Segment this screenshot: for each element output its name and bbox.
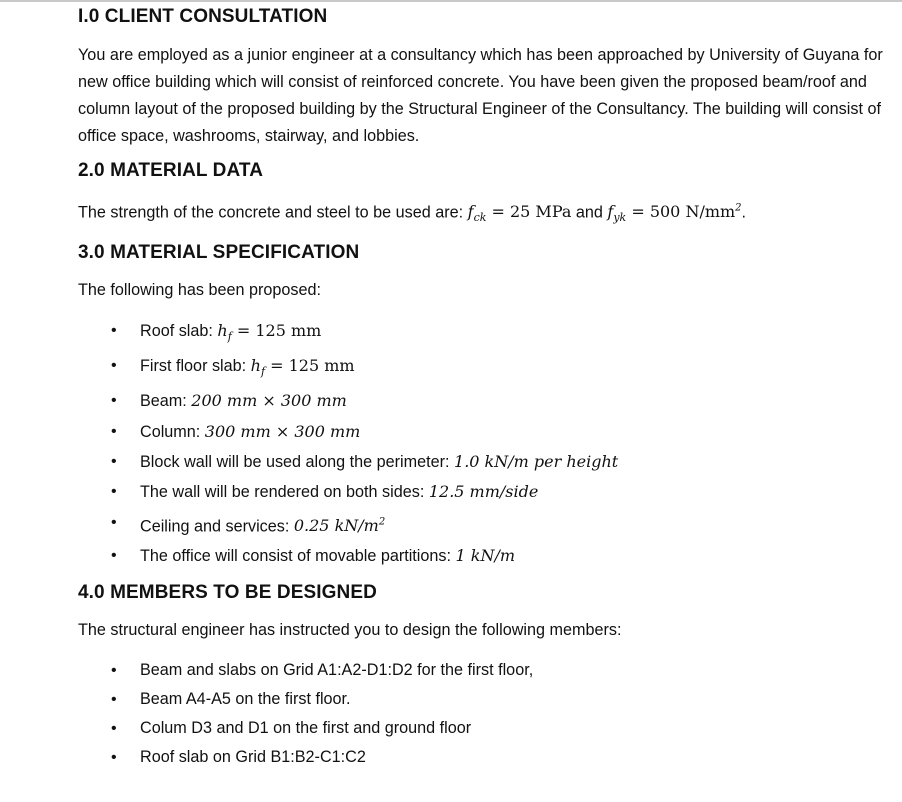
- section-heading-client-consultation: I.0 CLIENT CONSULTATION: [78, 6, 328, 27]
- spec-label: The wall will be rendered on both sides:: [140, 483, 429, 502]
- list-item: [78, 417, 886, 447]
- spec-label: Column:: [140, 422, 205, 441]
- spec-label: Block wall will be used along the perimeter:: [140, 453, 455, 472]
- list-item: [78, 714, 886, 743]
- bullet-icon: •: [111, 483, 117, 501]
- material-specification-intro: The following has been proposed:: [78, 280, 321, 299]
- list-item: [78, 541, 886, 571]
- member-item-text: Beam and slabs on Grid A1:A2-D1:D2 for the first floor,: [140, 660, 534, 679]
- list-item: [78, 685, 886, 714]
- section-heading-material-specification: 3.0 MATERIAL SPECIFICATION: [78, 241, 360, 263]
- spec-value: 0.25 $kN/m^2$: [293, 516, 386, 535]
- members-intro: The structural engineer has instructed you to design the following members:: [78, 620, 622, 639]
- member-item-text: Beam A4-A5 on the first floor.: [140, 689, 351, 708]
- section-heading-members-to-be-designed: 4.0 MEMBERS TO BE DESIGNED: [78, 581, 377, 603]
- list-item: [78, 656, 886, 685]
- spec-value: 1 kN/m: [455, 546, 516, 566]
- bullet-icon: •: [111, 661, 117, 679]
- list-item: [78, 477, 886, 507]
- list-item: [78, 316, 886, 351]
- list-item: [78, 743, 886, 772]
- sentence-end: .: [741, 203, 747, 222]
- bullet-icon: •: [111, 749, 117, 767]
- member-item-text: Colum D3 and D1 on the first and ground floor: [140, 719, 472, 738]
- member-item-text: Roof slab on Grid B1:B2-C1:C2: [140, 748, 366, 767]
- bullet-icon: •: [111, 392, 117, 410]
- bullet-icon: •: [111, 321, 117, 339]
- client-consultation-paragraph: You are employed as a junior engineer at a consultancy which has been approached by University of Guyana for new office building which will consist of reinforced concrete. You have been given the proposed beam/roof and column layout of the proposed building by the Structural Engineer of the Consultancy. The building will consist of office space, washrooms, stairway, and lobbies.: [78, 46, 883, 145]
- spec-value: $h_f = 125$ mm: [217, 320, 322, 343]
- members-list: [78, 656, 886, 773]
- window-top-border: [0, 0, 902, 2]
- material-specification-list: [78, 316, 886, 572]
- spec-value: 1.0 kN/m per height: [454, 452, 619, 472]
- list-item: [78, 386, 886, 416]
- list-item: [78, 351, 886, 386]
- spec-label: Beam:: [140, 392, 192, 411]
- section-heading-material-data: 2.0 MATERIAL DATA: [78, 160, 264, 181]
- list-item: [78, 508, 886, 542]
- material-data-text: The strength of the concrete and steel to be used are:: [78, 203, 468, 222]
- spec-label: First floor slab:: [140, 357, 251, 375]
- list-item: [78, 447, 886, 477]
- spec-value: $h_f = 125$ mm: [250, 356, 355, 379]
- spec-label: Roof slab:: [140, 321, 218, 340]
- fyk-formula: $f_{yk} = 500$ $N/mm^2$: [607, 202, 742, 225]
- bullet-icon: •: [111, 720, 117, 738]
- bullet-icon: •: [111, 422, 117, 440]
- bullet-icon: •: [111, 547, 117, 565]
- and-word: and: [571, 203, 608, 222]
- material-data-paragraph: [78, 195, 886, 232]
- bullet-icon: •: [111, 690, 117, 708]
- bullet-icon: •: [111, 513, 117, 531]
- spec-label: The office will consist of movable partitions:: [140, 547, 456, 566]
- spec-value: 300 mm × 300 mm: [204, 421, 361, 441]
- bullet-icon: •: [111, 453, 117, 471]
- spec-label: Ceiling and services:: [140, 517, 294, 535]
- spec-value: 200 mm × 300 mm: [191, 391, 347, 411]
- bullet-icon: •: [111, 357, 117, 374]
- fck-formula: $f_{ck} = 25$ MPa: [467, 202, 572, 225]
- document-page: [78, 6, 886, 773]
- spec-value: 12.5 mm/side: [428, 482, 539, 502]
